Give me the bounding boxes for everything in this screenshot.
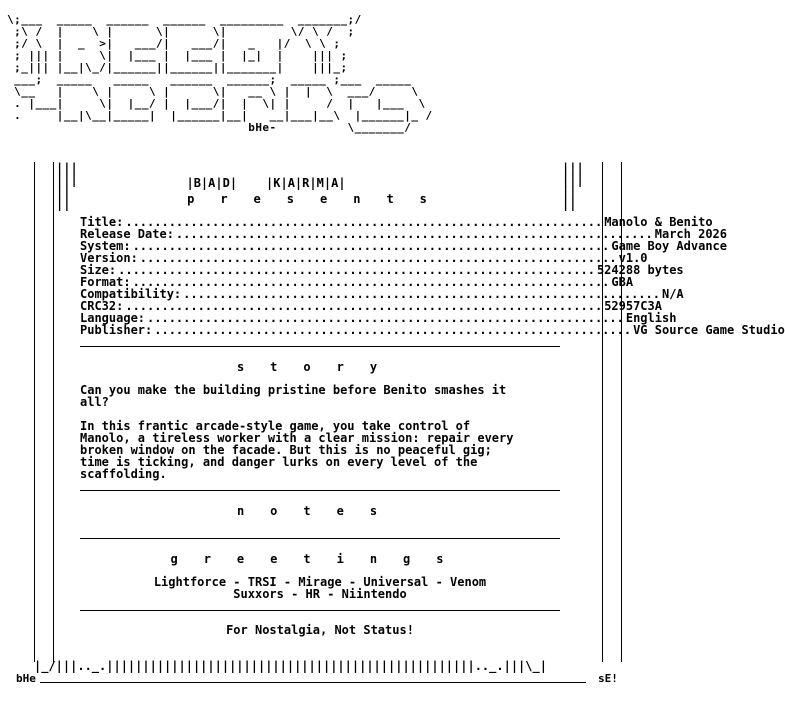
info-row: Release Date: .................................................................. March 2026: [80, 227, 727, 241]
info-row: Format: .................................................................. GBA: [80, 275, 634, 289]
greetings-heading: greetings: [170, 552, 470, 566]
greetings-list: Lightforce - TRSI - Mirage - Universal - Venom Suxxors - HR - Niintendo: [153, 575, 487, 601]
divider: [80, 610, 560, 611]
bottom-line: [40, 682, 586, 683]
divider: [80, 538, 560, 539]
story-heading: story: [236, 360, 404, 374]
group-letter: M: [316, 176, 324, 190]
left-frame-bars: ||| ||| || ||: [56, 161, 78, 211]
info-row: Size: .................................................................. 524288 bytes: [80, 263, 684, 277]
info-row: System: .................................................................. Game Boy Advance: [80, 239, 727, 253]
group-letter: D: [222, 176, 230, 190]
info-row: Compatibility: .................................................................. N/A: [80, 287, 684, 301]
logo-ascii-art: \;___ _____ ______ ______ _________ _______;/ ;\ / | \ | \| \| \/ \ / ; ;/ \ | _ >| ___/| ___/| _ |/ \ \ ; ; ||| | \| |___ | |___ | |_| | ||| ; ;_||| |__|\_/|______||______||_______| |||_; ___; _____ _____ ______ ______; _____ ;___ _____ \__ | \ | \ | \| __ \ | | \ ___/ \ . |___| \| |__/ | |___/| | \| | / | |___ \ . |__|\__|_____| |______|__| __|___|__\ |______|_ / bHe- \_______/: [7, 13, 433, 134]
info-row: Language: .................................................................. English: [80, 311, 677, 325]
info-row: CRC32: .................................................................. 52957C3A: [80, 299, 662, 313]
notes-heading: notes: [236, 504, 404, 518]
divider: [80, 490, 560, 491]
divider: [80, 346, 560, 347]
info-row: Version: .................................................................. v1.0: [80, 251, 648, 265]
group-letter: B: [193, 176, 201, 190]
left-frame: [34, 162, 55, 662]
signature-right: sE!: [598, 672, 618, 685]
group-letter: K: [273, 176, 281, 190]
story-text: Can you make the building pristine before Benito smashes it all? In this frantic arcade-style game, you take control of Manolo, a tireless worker with a clear mission: repair every broken window on the facade. But this is no peaceful gig; time is ticking, and danger lurks on every level of the scaffolding.: [80, 383, 514, 481]
group-letter: R: [302, 176, 310, 190]
info-table: [80, 215, 785, 337]
group-name: |B|A|D| |K|A|R|M|A|: [186, 176, 346, 190]
right-frame-bars: ||| ||| || ||: [562, 161, 584, 211]
group-letter: A: [208, 176, 216, 190]
tagline: For Nostalgia, Not Status!: [226, 623, 414, 637]
info-row: Publisher: .................................................................. VG Source Game Studio: [80, 323, 785, 337]
bottom-border: |_/|||.._.|||||||||||||||||||||||||||||||||||||||||||||||||||.._.|||\_|: [34, 659, 547, 673]
info-row: Title: .................................................................. Manolo & Benito: [80, 215, 713, 229]
presents-heading: presents: [187, 192, 453, 206]
group-letter: A: [287, 176, 295, 190]
group-letter: A: [331, 176, 339, 190]
signature-left: bHe: [16, 672, 36, 685]
